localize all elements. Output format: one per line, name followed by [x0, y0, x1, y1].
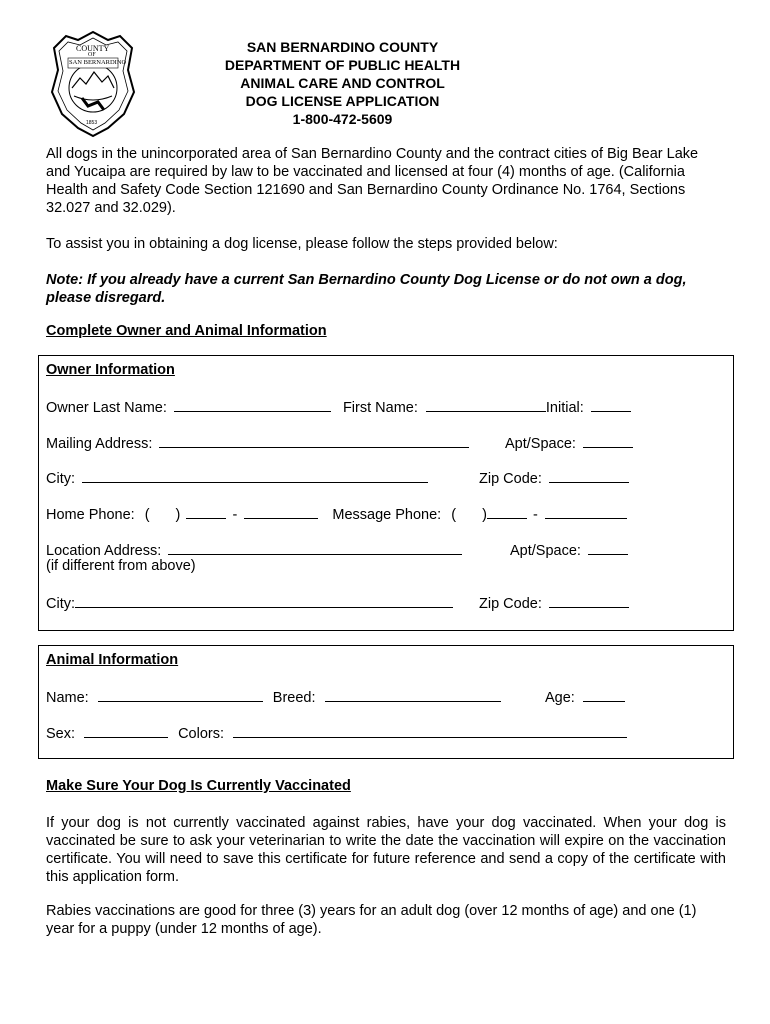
location-address-note: (if different from above)	[46, 558, 196, 574]
home-phone-line-field[interactable]	[244, 504, 318, 519]
owner-row-city	[46, 468, 428, 487]
owner-information-title: Owner Information	[46, 362, 175, 378]
animal-colors-field[interactable]	[233, 723, 627, 738]
animal-name-field[interactable]	[98, 687, 263, 702]
city-field-2[interactable]	[75, 593, 453, 608]
seal-text-of: OF	[88, 52, 96, 58]
intro-note: Note: If you already have a current San Bernardino County Dog License or do not own a dog, please disregard.	[46, 272, 687, 306]
county-seal	[48, 30, 138, 138]
header-block	[200, 38, 485, 128]
vaccination-paragraph: If your dog is not currently vaccinated against rabies, have your dog vaccinated. When your dog is vaccinated be sure to ask your veterinarian to write the date the vaccination will expire on the vaccination certificate. You will need to save this certificate for future reference and send a copy of the certificate with this application form.	[46, 815, 726, 885]
home-phone-prefix-field[interactable]	[186, 504, 226, 519]
message-phone-line-field[interactable]	[545, 504, 627, 519]
owner-row-apt	[505, 433, 633, 452]
owner-first-name-field[interactable]	[426, 397, 546, 412]
animal-row-age	[545, 687, 625, 706]
header-line-county: SAN BERNARDINO COUNTY	[246, 39, 439, 55]
message-phone-prefix-field[interactable]	[487, 504, 527, 519]
animal-information-title: Animal Information	[46, 652, 179, 668]
owner-last-name-label: Owner Last Name:	[46, 400, 167, 416]
mailing-address-label: Mailing Address:	[46, 436, 153, 452]
owner-row-zip2	[479, 593, 629, 612]
seal-text-name: SAN BERNARDINO	[69, 59, 127, 66]
apt-space-field[interactable]	[583, 433, 633, 448]
message-phone-label: Message Phone:	[332, 507, 442, 523]
animal-breed-label: Breed:	[272, 690, 316, 706]
owner-row-names	[46, 397, 631, 416]
animal-breed-field[interactable]	[325, 687, 501, 702]
owner-row-city2	[46, 593, 453, 612]
zip-code-label-2: Zip Code:	[479, 596, 542, 612]
zip-code-field-2[interactable]	[549, 593, 629, 608]
owner-row-apt2	[510, 540, 628, 559]
location-address-label: Location Address:	[46, 543, 162, 559]
owner-initial-label: Initial:	[545, 400, 584, 416]
animal-sex-field[interactable]	[84, 723, 168, 738]
mailing-address-field[interactable]	[159, 433, 469, 448]
owner-row-zip	[479, 468, 629, 487]
header-line-department: DEPARTMENT OF PUBLIC HEALTH	[224, 57, 461, 73]
zip-code-field[interactable]	[549, 468, 629, 483]
seal-text-county: COUNTY	[76, 44, 110, 53]
owner-first-name-label: First Name:	[342, 400, 418, 416]
section-title-vaccination: Make Sure Your Dog Is Currently Vaccinated	[46, 778, 351, 794]
animal-row-sex-colors	[46, 723, 627, 742]
animal-colors-label: Colors:	[178, 726, 225, 742]
animal-row-name-breed	[46, 687, 501, 706]
apt-space-field-2[interactable]	[588, 540, 628, 555]
animal-age-label: Age:	[545, 690, 575, 706]
owner-row-mailing	[46, 433, 469, 452]
animal-information-box	[38, 645, 734, 759]
animal-name-label: Name:	[46, 690, 89, 706]
owner-row-phones: Home Phone: ( ) - Message Phone: ( ) -	[46, 504, 627, 523]
owner-row-location	[46, 540, 462, 559]
apt-space-label-2: Apt/Space:	[510, 543, 581, 559]
header-line-division: ANIMAL CARE AND CONTROL	[240, 75, 445, 91]
city-field[interactable]	[82, 468, 428, 483]
section-title-owner-animal: Complete Owner and Animal Information	[46, 323, 327, 339]
header-line-title: DOG LICENSE APPLICATION	[245, 93, 440, 109]
intro-paragraph: All dogs in the unincorporated area of San Bernardino County and the contract cities of Big Bear Lake and Yucaipa are required by law to be vaccinated and licensed at four (4) months of age. (California Health and Safety Code Section 121690 and San Bernardino County Ordinance No. 1764, Sections 32.027 and 32.029).	[46, 146, 699, 216]
owner-information-box	[38, 355, 734, 631]
zip-code-label: Zip Code:	[479, 471, 542, 487]
city-label: City:	[46, 471, 75, 487]
location-address-field[interactable]	[168, 540, 462, 555]
animal-age-field[interactable]	[583, 687, 625, 702]
intro-steps: To assist you in obtaining a dog license, please follow the steps provided below:	[46, 236, 558, 252]
header-phone: 1-800-472-5609	[292, 111, 393, 127]
city-label-2: City:	[46, 596, 75, 612]
rabies-paragraph: Rabies vaccinations are good for three (3) years for an adult dog (over 12 months of age) and one (1) year for a puppy (under 12 months of age).	[46, 903, 697, 937]
apt-space-label: Apt/Space:	[505, 436, 576, 452]
seal-year: 1853	[86, 120, 98, 126]
owner-last-name-field[interactable]	[174, 397, 331, 412]
home-phone-label: Home Phone:	[46, 507, 135, 523]
animal-sex-label: Sex:	[46, 726, 76, 742]
owner-initial-field[interactable]	[591, 397, 631, 412]
